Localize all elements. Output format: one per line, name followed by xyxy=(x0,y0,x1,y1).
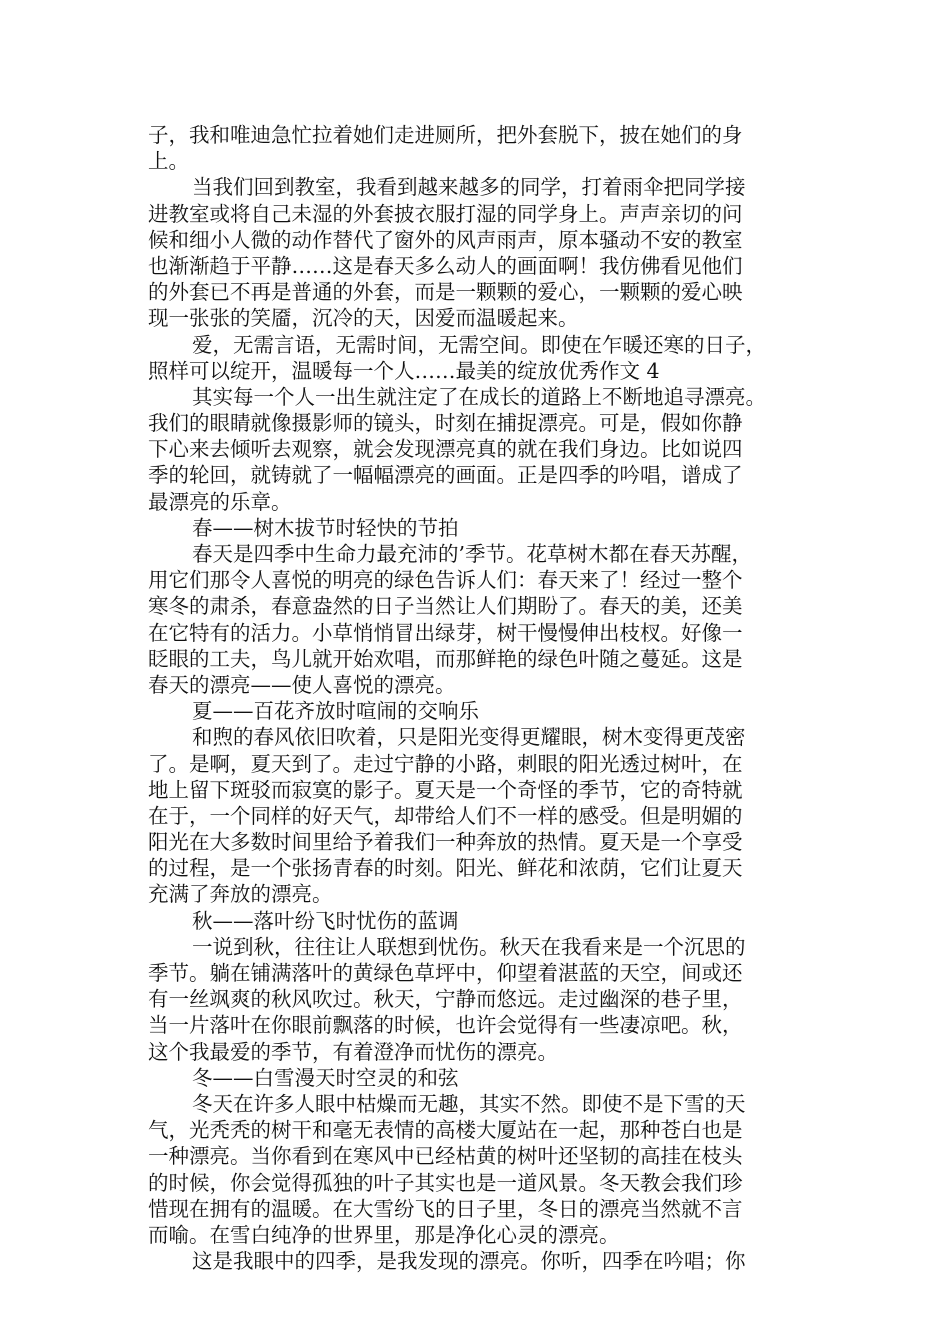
text-line: 春天的漂亮——使人喜悦的漂亮。 xyxy=(148,672,456,697)
text-line: 现一张张的笑靥，沉冷的天，因爱而温暖起来。 xyxy=(148,306,579,331)
text-line: 当我们回到教室，我看到越来越多的同学，打着雨伞把同学接 xyxy=(192,175,746,200)
text-line: 这是我眼中的四季，是我发现的漂亮。你听，四季在吟唱；你 xyxy=(192,1249,746,1274)
text-line: 而喻。在雪白纯净的世界里，那是净化心灵的漂亮。 xyxy=(148,1222,620,1247)
text-line: 的时候，你会觉得孤独的叶子其实也是一道风景。冬天教会我们珍 xyxy=(148,1170,743,1195)
text-line: 用它们那令人喜悦的明亮的绿色告诉人们：春天来了！经过一整个 xyxy=(148,568,743,593)
text-line: 进教室或将自己未湿的外套披衣服打湿的同学身上。声声亲切的问 xyxy=(148,201,743,226)
text-line: 春——树木拔节时轻快的节拍 xyxy=(192,515,459,540)
text-line: 了。是啊，夏天到了。走过宁静的小路，刺眼的阳光透过树叶，在 xyxy=(148,751,743,776)
text-line: 一说到秋，往往让人联想到忧伤。秋天在我看来是一个沉思的 xyxy=(192,934,746,959)
text-line: 爱，无需言语，无需时间，无需空间。即使在乍暖还寒的日子， xyxy=(192,332,766,357)
text-line: 充满了奔放的漂亮。 xyxy=(148,882,333,907)
text-line: 下心来去倾听去观察，就会发现漂亮真的就在我们身边。比如说四 xyxy=(148,437,743,462)
text-line: 其实每一个人一出生就注定了在成长的道路上不断地追寻漂亮。 xyxy=(192,384,766,409)
text-line: 夏——百花齐放时喧闹的交响乐 xyxy=(192,699,479,724)
text-line: 惜现在拥有的温暖。在大雪纷飞的日子里，冬日的漂亮当然就不言 xyxy=(148,1196,743,1221)
text-line: 春天是四季中生命力最充沛的’季节。花草树木都在春天苏醒， xyxy=(192,542,753,566)
text-line: 一种漂亮。当你看到在寒风中已经枯黄的树叶还坚韧的高挂在枝头 xyxy=(148,1144,743,1169)
text-line: 的外套已不再是普通的外套，而是一颗颗的爱心，一颗颗的爱心映 xyxy=(148,280,743,305)
text-line: 气，光秃秃的树干和毫无表情的高楼大厦站在一起，那种苍白也是 xyxy=(148,1118,743,1143)
text-line: 眨眼的工夫，鸟儿就开始欢唱，而那鲜艳的绿色叶随之蔓延。这是 xyxy=(148,646,743,671)
text-line: 照样可以绽开，温暖每一个人……最美的绽放优秀作文 4 xyxy=(148,358,660,383)
text-line: 上。 xyxy=(148,149,189,174)
text-line: 当一片落叶在你眼前飘落的时候，也许会觉得有一些凄凉吧。秋， xyxy=(148,1013,743,1038)
text-line: 候和细小人微的动作替代了窗外的风声雨声，原本骚动不安的教室 xyxy=(148,227,743,252)
text-line: 地上留下斑驳而寂寞的影子。夏天是一个奇怪的季节，它的奇特就 xyxy=(148,777,743,802)
text-line: 冬天在许多人眼中枯燥而无趣，其实不然。即使不是下雪的天 xyxy=(192,1091,746,1116)
text-line: 冬——白雪漫天时空灵的和弦 xyxy=(192,1065,459,1090)
text-line: 阳光在大多数时间里给予着我们一种奔放的热情。夏天是一个享受 xyxy=(148,830,743,855)
text-line: 最漂亮的乐章。 xyxy=(148,489,292,514)
text-line: 在于，一个同样的好天气，却带给人们不一样的感受。但是明媚的 xyxy=(148,803,743,828)
text-line: 季节。躺在铺满落叶的黄绿色草坪中，仰望着湛蓝的天空，间或还 xyxy=(148,961,743,985)
text-line: 季的轮回，就铸就了一幅幅漂亮的画面。正是四季的吟唱，谱成了 xyxy=(148,463,743,488)
text-line: 寒冬的肃杀，春意盎然的日子当然让人们期盼了。春天的美，还美 xyxy=(148,594,743,619)
text-line: 秋——落叶纷飞时忧伤的蓝调 xyxy=(192,908,459,933)
text-line: 我们的眼睛就像摄影师的镜头，时刻在捕捉漂亮。可是，假如你静 xyxy=(148,411,743,436)
text-line: 的过程，是一个张扬青春的时刻。阳光、鲜花和浓荫，它们让夏天 xyxy=(148,856,743,881)
text-line: 和煦的春风依旧吹着，只是阳光变得更耀眼，树木变得更茂密 xyxy=(192,725,746,750)
text-line: 有一丝飒爽的秋风吹过。秋天，宁静而悠远。走过幽深的巷子里， xyxy=(148,987,743,1012)
text-line: 这个我最爱的季节，有着澄净而忧伤的漂亮。 xyxy=(148,1039,558,1064)
document-body xyxy=(148,122,812,1274)
text-line: 也渐渐趋于平静……这是春天多么动人的画面啊！我仿佛看见他们 xyxy=(148,253,743,278)
text-line: 在它特有的活力。小草悄悄冒出绿芽，树干慢慢伸出枝杈。好像一 xyxy=(148,620,743,645)
text-line: 子，我和唯迪急忙拉着她们走进厕所，把外套脱下，披在她们的身 xyxy=(148,123,743,147)
